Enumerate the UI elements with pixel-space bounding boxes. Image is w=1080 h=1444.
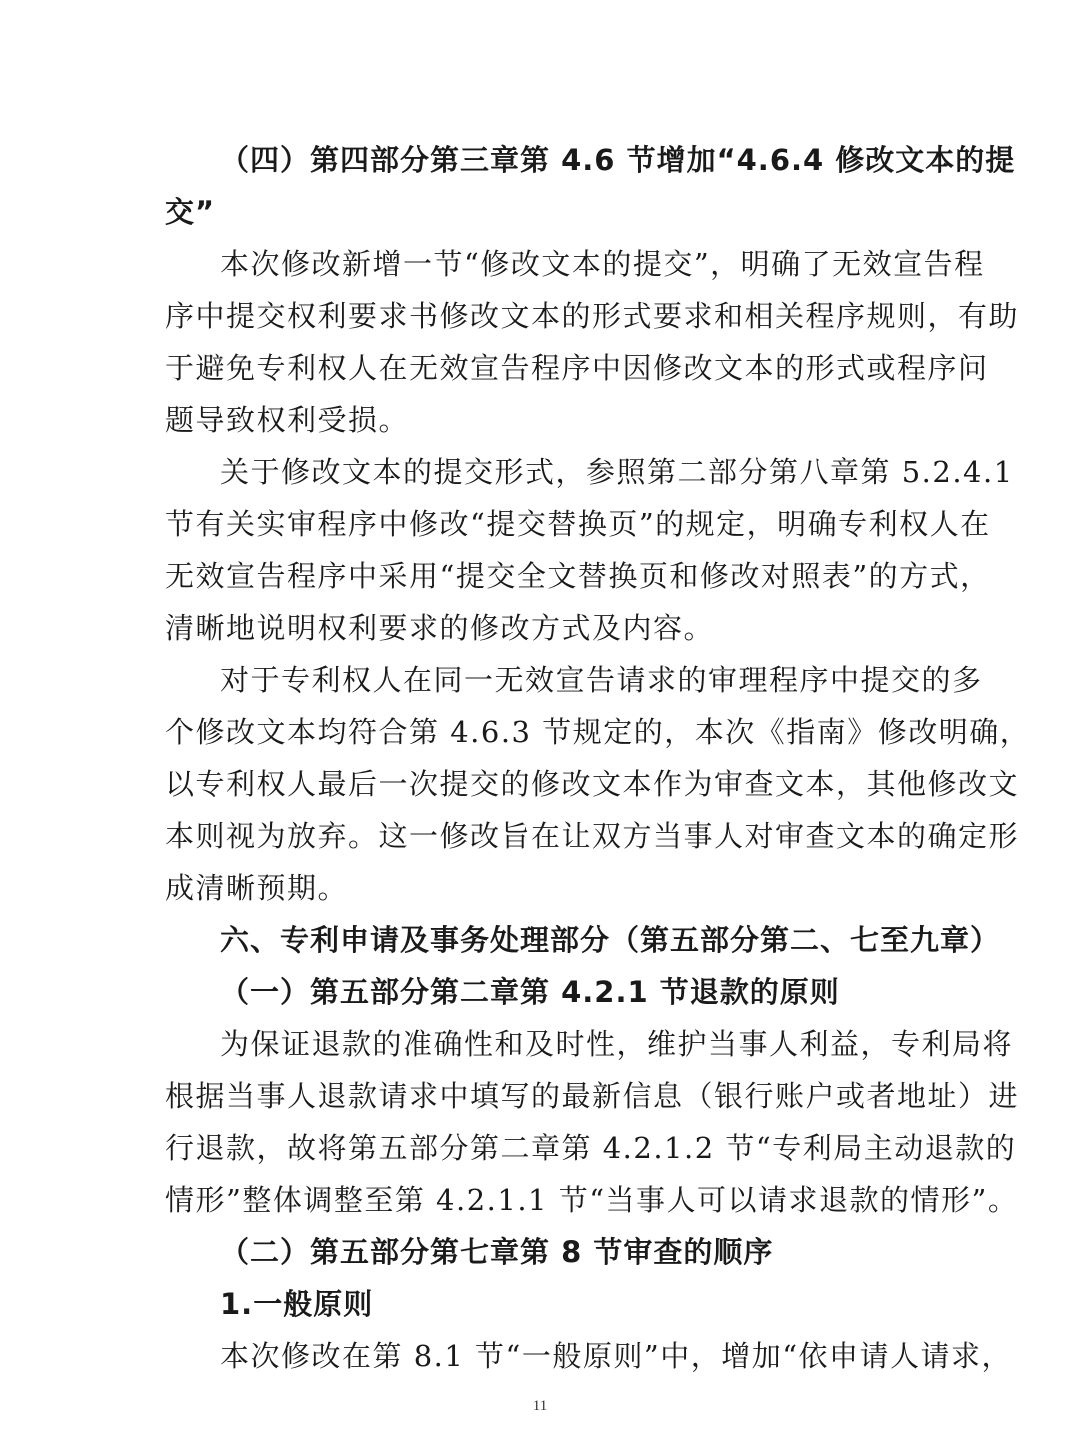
paragraph-line: 情形”整体调整至第 4.2.1.1 节“当事人可以请求退款的情形”。 <box>165 1183 1019 1217</box>
paragraph-line: 为保证退款的准确性和及时性，维护当事人利益，专利局将 <box>220 1027 1014 1061</box>
heading-part-six: 六、专利申请及事务处理部分（第五部分第二、七至九章） <box>220 923 1001 957</box>
paragraph-line: 清晰地说明权利要求的修改方式及内容。 <box>165 611 715 645</box>
paragraph-line: 本次修改在第 8.1 节“一般原则”中，增加“依申请人请求， <box>220 1339 1013 1373</box>
paragraph-line: 行退款，故将第五部分第二章第 4.2.1.2 节“专利局主动退款的 <box>165 1131 1017 1165</box>
paragraph-line: 本次修改新增一节“修改文本的提交”，明确了无效宣告程 <box>220 247 985 281</box>
heading-general-principle: 1.一般原则 <box>220 1287 374 1321</box>
page-number: 11 <box>532 1398 548 1414</box>
paragraph-line: 对于专利权人在同一无效宣告请求的审理程序中提交的多 <box>220 663 983 697</box>
paragraph-line: 关于修改文本的提交形式，参照第二部分第八章第 5.2.4.1 <box>220 455 1014 489</box>
paragraph-line: 无效宣告程序中采用“提交全文替换页和修改对照表”的方式， <box>165 559 991 593</box>
paragraph-line: 序中提交权利要求书修改文本的形式要求和相关程序规则，有助 <box>165 299 1020 333</box>
heading-section-4-6-4: （四）第四部分第三章第 4.6 节增加“4.6.4 修改文本的提 <box>220 143 1016 177</box>
paragraph-line: 成清晰预期。 <box>165 871 349 905</box>
heading-section-4-2-1: （一）第五部分第二章第 4.2.1 节退款的原则 <box>220 975 840 1009</box>
paragraph-line: 节有关实审程序中修改“提交替换页”的规定，明确专利权人在 <box>165 507 991 541</box>
paragraph-line: 个修改文本均符合第 4.6.3 节规定的，本次《指南》修改明确， <box>165 715 1031 749</box>
paragraph-line: 题导致权利受损。 <box>165 403 410 437</box>
heading-section-8: （二）第五部分第七章第 8 节审查的顺序 <box>220 1235 774 1269</box>
paragraph-line: 于避免专利权人在无效宣告程序中因修改文本的形式或程序问 <box>165 351 989 385</box>
paragraph-line: 本则视为放弃。这一修改旨在让双方当事人对审查文本的确定形 <box>165 819 1020 853</box>
paragraph-line: 以专利权人最后一次提交的修改文本作为审查文本，其他修改文 <box>165 767 1020 801</box>
heading-section-4-6-4-cont: 交” <box>165 195 216 229</box>
paragraph-line: 根据当事人退款请求中填写的最新信息（银行账户或者地址）进 <box>165 1079 1020 1113</box>
